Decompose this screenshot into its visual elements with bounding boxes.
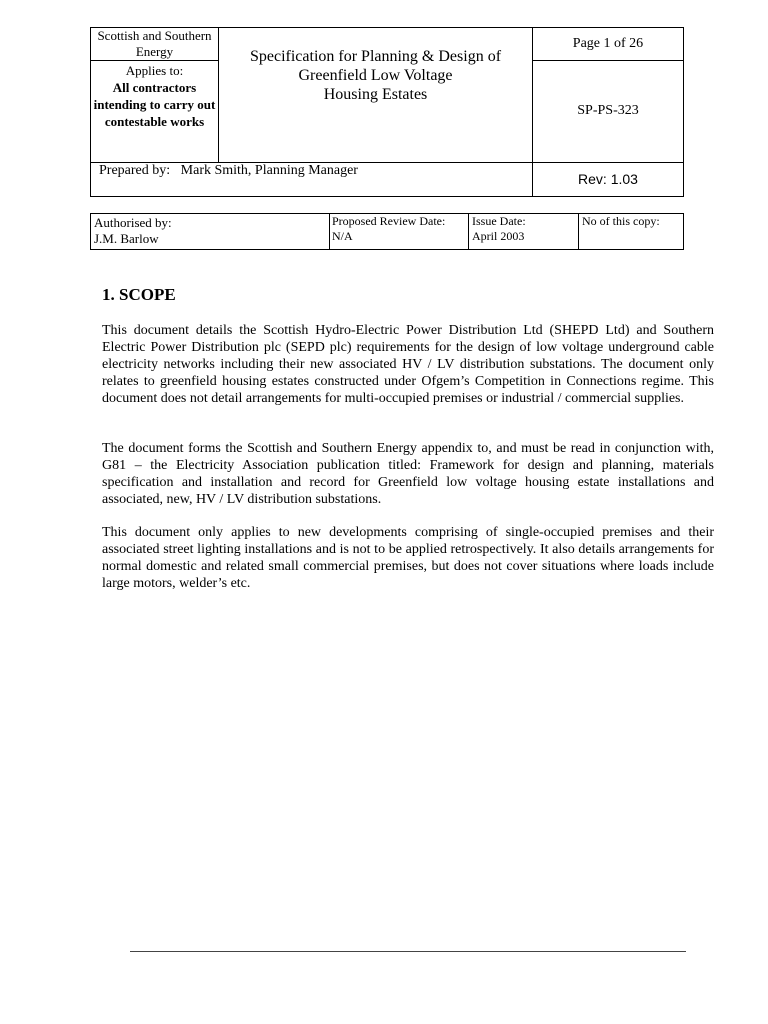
document-title-line-3: Housing Estates	[323, 86, 428, 103]
issue-date-value: April 2003	[472, 229, 525, 243]
scope-paragraph-3: This document only applies to new developments comprising of single-occupied premises and their associated street lighting installations and is not to be applied retrospectively. It also details arrangements for normal domestic and related small commercial premises, but does not cover situations where loads include large motors, welder’s etc.	[102, 525, 714, 591]
document-title-line-1: Specification for Planning & Design of	[249, 48, 502, 65]
scope-paragraph-2: The document forms the Scottish and Southern Energy appendix to, and must be read in conjunction with, G81 – the Electricity Association publication titled: Framework for design and planning, materials specification and installation and record for Greenfield low voltage housing estate installations and associated, new, HV / LV distribution substations.	[102, 441, 714, 507]
section-heading: 1. SCOPE	[102, 285, 176, 304]
review-date-label: Proposed Review Date:	[332, 214, 446, 228]
authorised-by-label: Authorised by:	[94, 215, 172, 230]
prepared-by-cell	[90, 162, 533, 197]
prepared-by-label: Prepared by:	[99, 163, 171, 178]
prepared-by-value: Mark Smith, Planning Manager	[180, 163, 358, 178]
scope-paragraph-1: This document details the Scottish Hydro-Electric Power Distribution Ltd (SHEPD Ltd) and Southern Electric Power Distribution plc (SEPD plc) requirements for the design of low voltage underground cable electricity networks including their new associated HV / LV distribution substations. The document only relates to greenfield housing estates constructed under Ofgem’s Competition in Connections regime. This document does not detail arrangements for multi-occupied premises or industrial / commercial supplies.	[102, 323, 714, 406]
copy-number-label: No of this copy:	[582, 214, 660, 228]
applies-to-value: All contractors intending to carry out contestable works	[93, 80, 216, 129]
applies-to-label: Applies to:	[125, 63, 184, 78]
review-date-value: N/A	[332, 229, 353, 243]
revision: Rev: 1.03	[578, 171, 638, 187]
document-title-line-2: Greenfield Low Voltage	[298, 67, 453, 84]
document-title-cell	[218, 27, 533, 163]
authorised-by-value: J.M. Barlow	[94, 231, 159, 246]
applies-to-cell	[90, 60, 219, 163]
page-number-cell	[532, 27, 684, 61]
review-date-cell	[329, 213, 469, 250]
document-number-cell	[532, 60, 684, 163]
company-name: Scottish and Southern Energy	[97, 28, 212, 59]
company-name-cell	[90, 27, 219, 61]
page-number: Page 1 of 26	[572, 36, 644, 51]
authorised-by-cell	[90, 213, 330, 250]
footer-divider	[130, 951, 686, 952]
revision-cell	[532, 162, 684, 197]
issue-date-label: Issue Date:	[472, 214, 526, 228]
issue-date-cell	[468, 213, 579, 250]
document-number: SP-PS-323	[577, 103, 639, 118]
copy-number-cell	[578, 213, 684, 250]
